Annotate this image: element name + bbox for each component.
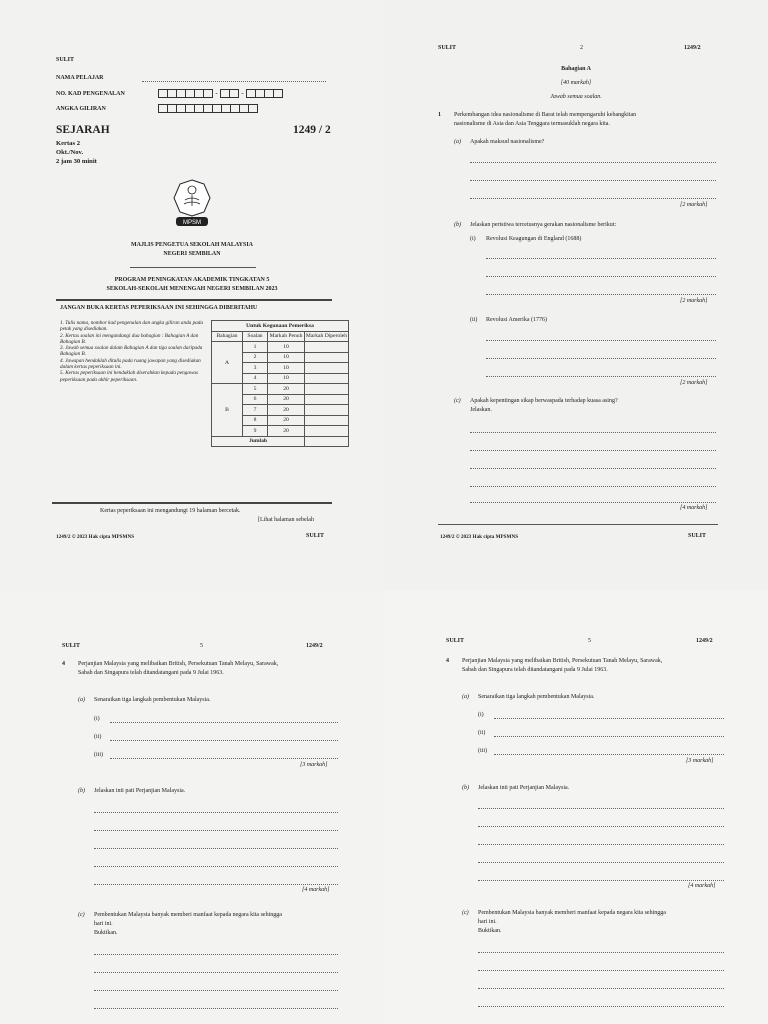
mpsm-logo <box>172 178 212 228</box>
exam-cover-page <box>0 0 384 590</box>
question-stem: Perjanjian Malaysia yang melibatkan British, Persekutuan Tanah Melayu, Sarawak, <box>78 661 279 667</box>
answer-line[interactable] <box>486 294 716 295</box>
divider <box>438 524 718 525</box>
instruction-item: 5. Kertas peperiksaan ini hendaklah diserahkan kepada pengawas peperiksaan pada akhir peperiksaan. <box>60 370 199 383</box>
part-label: (b) <box>78 788 85 794</box>
table-row <box>212 436 349 447</box>
full-mark-cell: 20 <box>268 394 305 405</box>
score-cell[interactable] <box>305 405 349 416</box>
divider <box>130 267 256 268</box>
marks-label: [2 markah] <box>680 202 708 208</box>
question-number: 4 <box>446 658 449 664</box>
turn-over-note: [Lihat halaman sebelah <box>258 517 314 523</box>
part-question: Apakah kepentingan sikap berwaspada terhadap kuasa asing? <box>470 398 618 404</box>
item-label: (ii) <box>478 730 486 736</box>
answer-line[interactable] <box>470 198 716 199</box>
part-label: (b) <box>454 222 461 228</box>
question-cell: 3 <box>243 363 268 374</box>
section-instruction: Jawab semua soalan. <box>550 94 602 100</box>
sub-part-question: Revolusi Amerika (1776) <box>486 317 547 323</box>
answer-line[interactable] <box>94 972 338 973</box>
instruction-item: 2. Kertas soalan ini mengandungi dua bahagian : Bahagian A dan Bahagian B. <box>60 332 199 345</box>
question-stem: Perkembangan idea nasionalisme di Barat telah mempengaruhi kebangkitan <box>454 112 637 118</box>
part-question: Jelaskan inti pati Perjanjian Malaysia. <box>478 785 570 791</box>
exam-page-5-right <box>384 590 768 1024</box>
score-cell[interactable] <box>305 394 349 405</box>
paper-code: 1249/2 <box>306 643 323 649</box>
answer-line[interactable] <box>94 1008 338 1009</box>
answer-line[interactable] <box>486 358 716 359</box>
program-subtitle: SEKOLAH-SEKOLAH MENENGAH NEGERI SEMBILAN 2023 <box>106 286 278 292</box>
answer-line[interactable] <box>94 830 338 831</box>
exam-duration: 2 jam 30 minit <box>56 158 97 165</box>
full-mark-cell: 20 <box>268 426 305 437</box>
part-question: hari ini. <box>94 921 113 927</box>
sulit-footer: SULIT <box>306 533 325 539</box>
part-label: (b) <box>462 785 469 791</box>
answer-line[interactable] <box>478 844 724 845</box>
answer-line[interactable] <box>470 468 716 469</box>
marks-label: [2 markah] <box>680 380 708 386</box>
table-row <box>212 384 349 395</box>
full-mark-cell: 10 <box>268 363 305 374</box>
score-cell[interactable] <box>305 415 349 426</box>
section-a-cell: A <box>212 342 243 384</box>
ic-number-boxes[interactable]: - - <box>158 89 282 98</box>
page-number: 5 <box>588 638 591 644</box>
answer-line[interactable] <box>110 722 338 723</box>
total-score-cell[interactable] <box>305 436 349 447</box>
section-b-cell: B <box>212 384 243 437</box>
part-question: Buktikan. <box>478 928 502 934</box>
answer-line[interactable] <box>110 758 338 759</box>
part-label: (a) <box>78 697 85 703</box>
council-state: NEGERI SEMBILAN <box>163 251 221 257</box>
instruction-item: 3. Jawab semua soalan dalam Bahagian A dan tiga soalan daripada Bahagian B. <box>60 345 203 358</box>
subject-title: SEJARAH <box>56 124 110 136</box>
sulit-label: SULIT <box>56 57 75 63</box>
instructions-list <box>60 320 208 383</box>
answer-line[interactable] <box>486 276 716 277</box>
answer-line[interactable] <box>470 486 716 487</box>
answer-line[interactable] <box>94 954 338 955</box>
question-stem: Sabah dan Singapura telah ditandatangani pada 9 Julai 1963. <box>462 667 608 673</box>
marks-label: [4 markah] <box>680 505 708 511</box>
table-title: Untuk Kegunaan Pemeriksa <box>212 321 349 332</box>
page-number: 5 <box>200 643 203 649</box>
page-number: 2 <box>580 45 583 51</box>
part-question: Apakah maksud nasionalisme? <box>470 139 545 145</box>
part-question: Pembentukan Malaysia banyak memberi manfaat kepada negara kita sehingga <box>94 912 282 918</box>
score-cell[interactable] <box>305 384 349 395</box>
question-number: 4 <box>62 661 65 667</box>
part-question: Jelaskan peristiwa tercetusnya gerakan nasionalisme berikut: <box>470 222 617 228</box>
part-label: (c) <box>78 912 85 918</box>
paper-number: Kertas 2 <box>56 140 80 147</box>
paper-code: 1249/2 <box>684 45 701 51</box>
question-cell: 4 <box>243 373 268 384</box>
item-label: (i) <box>478 712 484 718</box>
score-cell[interactable] <box>305 363 349 374</box>
answer-line[interactable] <box>94 812 338 813</box>
full-mark-cell: 20 <box>268 384 305 395</box>
divider <box>56 299 332 301</box>
item-label: (iii) <box>94 752 103 758</box>
question-number: 1 <box>438 112 441 118</box>
score-cell[interactable] <box>305 342 349 353</box>
copyright-footer: 1249/2 © 2023 Hak cipta MPSMNS <box>440 534 519 540</box>
answer-line[interactable] <box>478 826 724 827</box>
logo-text: MPSM <box>183 220 201 226</box>
answer-line[interactable] <box>478 808 724 809</box>
instruction-item: 1. Tulis nama, nombor kad pengenalan dan angka giliran anda pada petak yang disediakan. <box>60 320 203 333</box>
marks-label: [3 markah] <box>686 758 714 764</box>
part-label: (c) <box>462 910 469 916</box>
exam-page-2 <box>384 0 768 590</box>
council-name: MAJLIS PENGETUA SEKOLAH MALAYSIA <box>131 242 253 248</box>
sulit-label: SULIT <box>446 638 465 644</box>
table-header: Bahagian <box>212 331 243 342</box>
score-cell[interactable] <box>305 373 349 384</box>
part-question: Jelaskan inti pati Perjanjian Malaysia. <box>94 788 186 794</box>
marks-label: [2 markah] <box>680 298 708 304</box>
question-cell: 9 <box>243 426 268 437</box>
page-count-note: Kertas peperiksaan ini mengandungi 19 halaman bercetak. <box>100 508 241 514</box>
ic-number-label: NO. KAD PENGENALAN <box>56 91 125 97</box>
question-stem: nasionalisme di Asia dan Asia Tenggara termasuklah negara kita. <box>454 121 610 127</box>
answer-line[interactable] <box>486 258 716 259</box>
answer-line[interactable] <box>470 450 716 451</box>
full-mark-cell: 20 <box>268 415 305 426</box>
question-cell: 5 <box>243 384 268 395</box>
sulit-footer: SULIT <box>688 533 707 539</box>
part-question: Jelaskan. <box>470 407 492 413</box>
table-row <box>212 342 349 353</box>
part-question: Pembentukan Malaysia banyak memberi manfaat kepada negara kita sehingga <box>478 910 666 916</box>
full-mark-cell: 20 <box>268 405 305 416</box>
part-question: Senaraikan tiga langkah pembentukan Malaysia. <box>478 694 595 700</box>
item-label: (i) <box>94 716 100 722</box>
total-label: Jumlah <box>212 436 305 447</box>
marks-label: [4 markah] <box>302 887 330 893</box>
answer-line[interactable] <box>494 754 724 755</box>
answer-line[interactable] <box>478 988 724 989</box>
question-cell: 8 <box>243 415 268 426</box>
sub-part-label: (i) <box>470 236 476 242</box>
score-cell[interactable] <box>305 426 349 437</box>
part-label: (a) <box>454 139 461 145</box>
answer-line[interactable] <box>478 1006 724 1007</box>
full-mark-cell: 10 <box>268 373 305 384</box>
question-cell: 7 <box>243 405 268 416</box>
answer-line[interactable] <box>94 866 338 867</box>
question-stem: Perjanjian Malaysia yang melibatkan British, Persekutuan Tanah Melayu, Sarawak, <box>462 658 663 664</box>
do-not-open-warning: JANGAN BUKA KERTAS PEPERIKSAAN INI SEHINGGA DIBERITAHU <box>60 305 258 311</box>
student-name-label: NAMA PELAJAR <box>56 75 104 81</box>
answer-line[interactable] <box>478 880 724 881</box>
table-header: Soalan <box>243 331 268 342</box>
student-name-field[interactable] <box>142 81 326 82</box>
sulit-label: SULIT <box>62 643 81 649</box>
instruction-item: 4. Jawapan hendaklah ditulis pada ruang jawapan yang disediakan dalam kertas peperiksaan ini. <box>60 357 201 371</box>
answer-line[interactable] <box>470 432 716 433</box>
answer-line[interactable] <box>470 162 716 163</box>
answer-line[interactable] <box>478 862 724 863</box>
program-title: PROGRAM PENINGKATAN AKADEMIK TINGKATAN 5 <box>114 277 270 283</box>
part-question: Senaraikan tiga langkah pembentukan Malaysia. <box>94 697 211 703</box>
answer-line[interactable] <box>486 376 716 377</box>
answer-line[interactable] <box>478 970 724 971</box>
answer-line[interactable] <box>494 718 724 719</box>
sulit-label: SULIT <box>438 45 457 51</box>
exam-session: Okt./Nov. <box>56 149 84 156</box>
marks-label: [4 markah] <box>688 883 716 889</box>
section-title: Bahagian A <box>561 66 591 72</box>
answer-line[interactable] <box>94 884 338 885</box>
score-cell[interactable] <box>305 352 349 363</box>
index-number-boxes[interactable] <box>158 104 257 113</box>
subject-code: 1249 / 2 <box>293 124 331 136</box>
answer-line[interactable] <box>110 740 338 741</box>
exam-page-5-left <box>0 590 384 1024</box>
part-label: (c) <box>454 398 461 404</box>
divider <box>52 502 332 504</box>
answer-line[interactable] <box>94 990 338 991</box>
sub-part-label: (ii) <box>470 317 478 323</box>
index-number-label: ANGKA GILIRAN <box>56 106 106 112</box>
question-cell: 6 <box>243 394 268 405</box>
marks-label: [3 markah] <box>300 762 328 768</box>
examiner-marks-table <box>211 320 349 447</box>
answer-line[interactable] <box>470 180 716 181</box>
part-label: (a) <box>462 694 469 700</box>
question-cell: 2 <box>243 352 268 363</box>
section-marks: [40 markah] <box>560 80 592 86</box>
full-mark-cell: 10 <box>268 352 305 363</box>
answer-line[interactable] <box>478 952 724 953</box>
item-label: (ii) <box>94 734 102 740</box>
sub-part-question: Revolusi Keagungan di England (1688) <box>486 236 582 242</box>
answer-line[interactable] <box>494 736 724 737</box>
answer-line[interactable] <box>486 340 716 341</box>
question-cell: 1 <box>243 342 268 353</box>
paper-code: 1249/2 <box>696 638 713 644</box>
table-header: Markah Penuh <box>268 331 305 342</box>
answer-line[interactable] <box>94 848 338 849</box>
part-question: hari ini. <box>478 919 497 925</box>
question-stem: Sabah dan Singapura telah ditandatangani pada 9 Julai 1963. <box>78 670 224 676</box>
answer-line[interactable] <box>470 502 716 503</box>
part-question: Buktikan. <box>94 930 118 936</box>
table-header: Markah Diperoleh <box>305 331 349 342</box>
full-mark-cell: 10 <box>268 342 305 353</box>
copyright-footer: 1249/2 © 2023 Hak cipta MPSMNS <box>56 534 135 540</box>
item-label: (iii) <box>478 748 487 754</box>
